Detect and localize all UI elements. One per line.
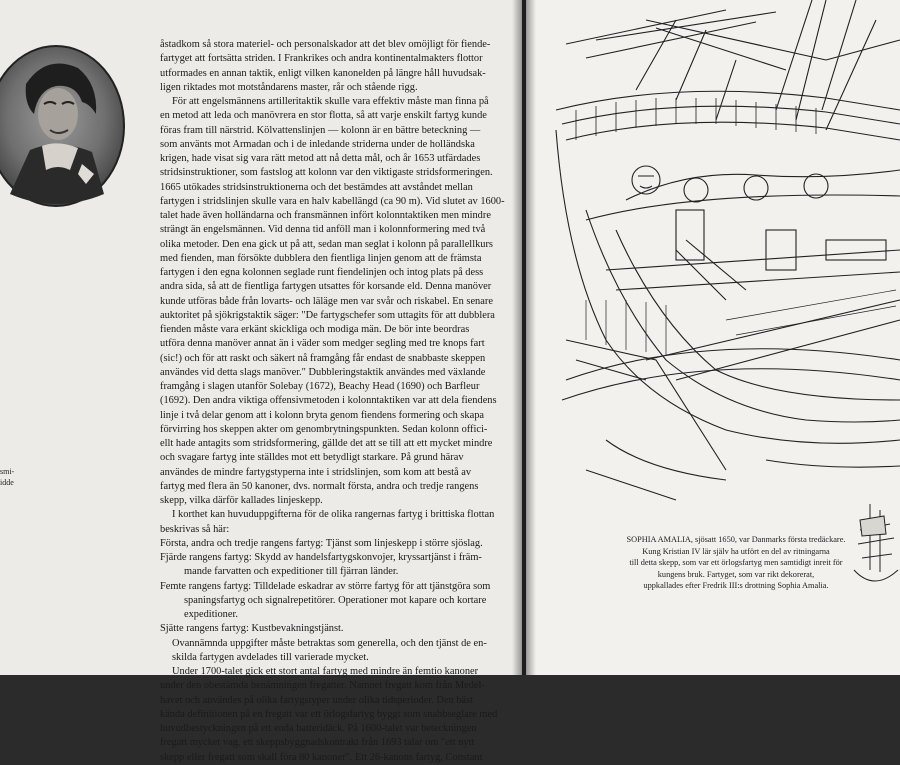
body-text-line: Första, andra och tredje rangens fartyg: Tjänst som linjeskepp i större sjöslag. — [160, 537, 483, 549]
body-text-line: spaningsfartyg och signalrepetitörer. Operationer mot kapare och kortare — [184, 594, 487, 606]
body-text-line: skepp eller fregatt som skall föra 80 kanoner". Ett 26-kanons fartyg, Constant — [160, 751, 483, 763]
right-page — [526, 0, 900, 675]
body-text-line: För att engelsmännens artilleritaktik skulle vara effektiv måste man finna på — [172, 96, 489, 107]
body-text-line: åstadkom så stora materiel- och personalskador att det blev omöjligt för fiende- — [160, 39, 491, 50]
body-text-line: en metod att leda och manövrera en stor flotta, så att varje enskilt fartyg kunde — [160, 110, 487, 122]
portrait-engraving — [0, 44, 126, 208]
body-text-line: 1665 utökades stridsinstruktionerna och det bestämdes att avståndet mellan — [160, 181, 473, 193]
body-text-line: skepp, vilka därför kallades linjeskepp. — [160, 495, 323, 506]
body-text-line: beskrivas så här: — [160, 523, 230, 535]
body-text-line: stridsinstruktioner, som fastslog att kolonn var den viktigaste stridsformeringen. — [160, 167, 493, 179]
body-text-line: framgång i slagen utanför Solebay (1672), Beachy Head (1690) och Barfleur — [160, 381, 480, 392]
side-note-line: smi- — [0, 467, 15, 476]
body-text-line: linje i två delar genom att i kolonn bryta genom fiendens formering och skapa — [160, 409, 485, 421]
small-ship-sketch — [850, 500, 900, 596]
body-text-line: utföra denna manöver annat än i väder som medger segling med tre knops fart — [160, 338, 485, 350]
body-text-line: talet hade även holländarna och fransmännen infört kolonntaktiken men mindre — [160, 210, 491, 221]
body-text-line: kända definitionen på en fregatt var ett örlogsfartyg byggt som snabbseglare med — [160, 708, 498, 720]
body-text-line: under den obestämda benämningen fregatter. Namnet fregatt kom från Medel- — [160, 680, 485, 692]
body-text-line: Femte rangens fartyg: Tilldelade eskadrar av större fartyg för att tjänstgöra som — [160, 580, 491, 592]
body-text-line: Under 1700-talet gick ett stort antal fartyg med mindre än femtio kanoner — [172, 666, 479, 677]
body-text-line: användes de mindre fartygstyperna inte i stridslinjen, som kom att bestå av — [160, 466, 472, 478]
body-text-line: fartyget att fortsätta striden. I Frankrikes och andra kontinentalmakters flottor — [160, 53, 483, 65]
side-note-line: idde — [0, 478, 14, 487]
body-text-line: strängt än engelsmännen. Vid denna tid anföll man i kolonnformering med två — [160, 224, 486, 236]
body-text-line: olika metoder. Den ena gick ut på att, sedan man seglat i kolonn på parallellkurs — [160, 238, 493, 250]
body-text-line: expeditioner. — [184, 609, 238, 620]
body-text-line: föras fram till närstrid. Kölvattenslinjen — kolonn är en bättre beteckning — — [160, 124, 481, 136]
body-text-line: fartygen i stridslinjen skulle vara en halv kabellängd (ca 90 m). Vid slutet av 1600- — [160, 195, 505, 207]
body-text-line: andra sida, så att de fientliga fartygen utsattes för korsande eld. Denna manöver — [160, 281, 492, 293]
side-note — [0, 466, 40, 488]
body-text-line: mande farvatten och expeditioner till fjärran länder. — [184, 566, 399, 578]
body-text-line: som använts mot Armadan och i de inledande striderna under de holländska — [160, 138, 475, 150]
body-text-line: Fjärde rangens fartyg: Skydd av handelsfartygskonvojer, kryssartjänst i främ- — [160, 552, 482, 563]
body-text-line: användes vid detta slags manöver." Dubbleringstaktik användes med växlande — [160, 366, 486, 378]
book-gutter — [512, 0, 536, 675]
body-text-line: krigen, hade visat sig vara rätt metod att nå detta mål, och år 1653 utfärdades — [160, 153, 481, 164]
body-text-line: havet och användes på olika fartygstyper under olika tidsperioder. Den bäst — [160, 694, 474, 706]
caption-line: uppkallades efter Fredrik III:s drottning Sophia Amalia. — [643, 581, 829, 591]
body-text-line: fartygen i den egna kolonnen seglade runt fiendelinjen och intog plats på dess — [160, 267, 484, 278]
body-text-line: ligen riktades mot motståndarens master, rår och stående rigg. — [160, 81, 418, 93]
body-text-line: fartyg med flera än 50 kanoner, dvs. normalt första, andra och tredje rangens — [160, 480, 479, 492]
body-text-line: Ovannämnda uppgifter måste betraktas som generella, och den tjänst de en- — [172, 637, 487, 649]
body-text-line: Sjätte rangens fartyg: Kustbevakningstjänst. — [160, 623, 344, 635]
body-text-line: fregatt mycket vag, ett skeppsbyggnadskontrakt från 1693 talar om "ett nytt — [160, 737, 475, 749]
caption-line: SOPHIA AMALIA, sjösatt 1650, var Danmarks första tredäckare. — [626, 535, 846, 544]
body-text-column — [160, 38, 503, 765]
body-text-line: I korthet kan huvuduppgifterna för de olika rangernas fartyg i brittiska flottan — [172, 509, 495, 521]
body-text-line: fienden måste vara erkänt skickliga och modiga män. De bör inte beordras — [160, 324, 470, 335]
body-text-line: huvudbestyckningen på ett enda batteridäck. På 1600-talet var beteckningen — [160, 723, 477, 734]
body-text-line: utformades en annan taktik, enligt vilken kanonelden på längre håll huvudsak- — [160, 67, 486, 79]
caption-line: Kung Kristian IV lär själv ha utfört en del av ritningarna — [642, 546, 830, 556]
caption-line: kungens bruk. Fartyget, som var rikt dekorerat, — [657, 569, 815, 579]
body-text-line: ellt hade antagits som stridsformering, gällde det att se till att ett mycket mindre — [160, 438, 493, 449]
body-text-line: med fienden, man försökte dubblera den fientliga linjen genom att de främsta — [160, 252, 482, 264]
body-text-line: förvirring hos skeppen akter om genombrytningspunkten. Sedan kolonn offici- — [160, 423, 488, 435]
body-text-line: (sic!) och för att raskt och säkert nå framgång får endast de snabbaste skeppen — [160, 352, 486, 364]
caption-line: till detta skepp, som var ett örlogsfartyg men samtidigt inreit för — [629, 558, 843, 568]
body-text-line: skilda fartygen avdelades till varierade mycket. — [172, 651, 369, 663]
body-text-line: kunde utföras både från lovarts- och läläge men var svår och riskabel. En senare — [160, 295, 493, 307]
ship-drawing-sophia-amalia — [526, 0, 900, 520]
body-text-line: (1692). Den andra viktiga offensivmetoden i kolonntaktiken var att dela fiendens — [160, 395, 497, 407]
figure-caption — [616, 534, 856, 592]
body-text-line: och svagare fartyg inte ställdes mot ett betydligt starkare. På grund härav — [160, 452, 464, 464]
body-text-line: auktoritet på sjökrigstaktik säger: "De fartygschefer som uttagits för att dubblera — [160, 309, 495, 321]
